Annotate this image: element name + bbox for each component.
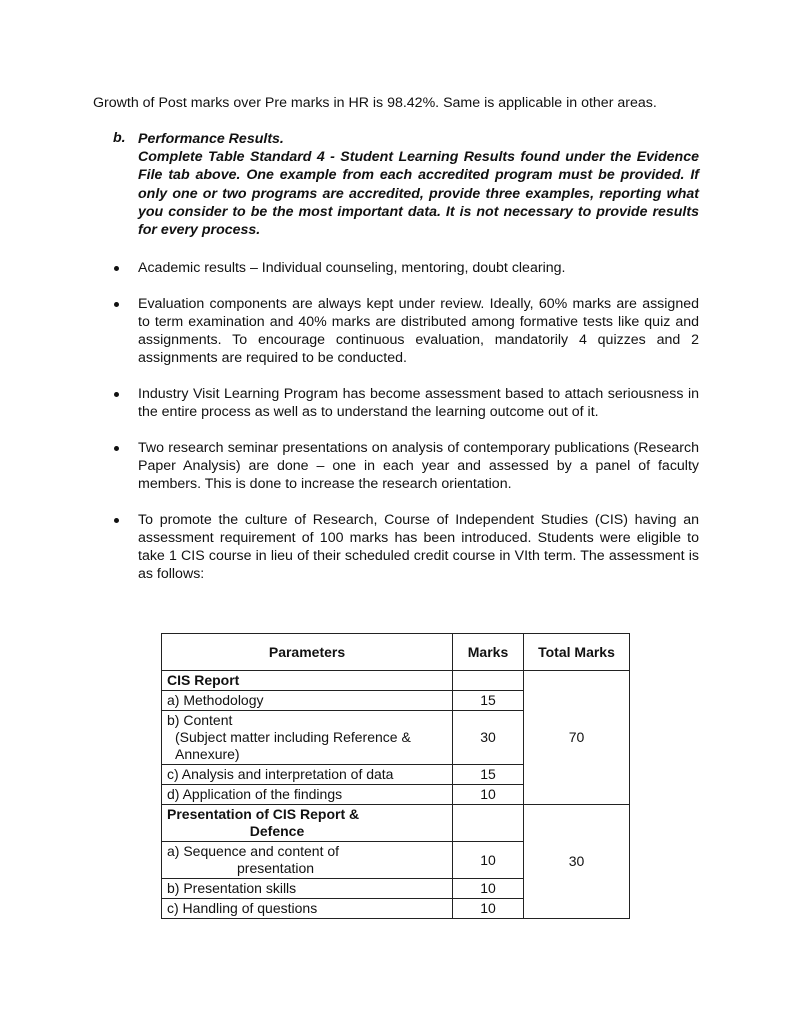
parameter-cell: b) Presentation skills	[162, 879, 453, 899]
marks-cell: 10	[453, 899, 524, 919]
bullet-list	[93, 259, 699, 583]
group-title: CIS Report	[162, 671, 453, 691]
table-group-row	[162, 671, 630, 691]
total-marks-cell: 70	[524, 671, 630, 805]
section-title: Performance Results.	[138, 131, 284, 147]
marks-cell: 30	[453, 711, 524, 765]
header-marks: Marks	[453, 634, 524, 671]
parameter-text: a) Sequence and content of	[167, 843, 340, 859]
list-item-text: To promote the culture of Research, Course of Independent Studies (CIS) having an assessment requirement of 100 marks has been introduced. Students were eligible to take 1 CIS course in lieu of their scheduled credit course in VIth term. The assessment is as follows:	[138, 512, 699, 583]
group-title-line: Defence	[249, 823, 305, 839]
section-instructions: Complete Table Standard 4 - Student Learning Results found under the Evidence File tab above. One example from each accredited program must be provided. If only one or two programs are accredited, provide three examples, reporting what you consider to be the most important data. It is not necessary to provide results for every process.	[138, 149, 699, 239]
marks-cell: 15	[453, 765, 524, 785]
group-title-line: Presentation of CIS Report &	[167, 806, 360, 822]
header-total-marks: Total Marks	[524, 634, 630, 671]
bullet-icon	[114, 266, 119, 271]
parameter-subtext: (Subject matter including Reference & Annexure)	[175, 729, 411, 762]
list-item	[93, 511, 699, 583]
bullet-icon	[114, 392, 119, 397]
total-marks-cell: 30	[524, 805, 630, 919]
parameter-cell: a) Methodology	[162, 691, 453, 711]
header-parameters: Parameters	[162, 634, 453, 671]
document-page	[93, 94, 699, 601]
marks-cell: 10	[453, 879, 524, 899]
parameter-cell: c) Handling of questions	[162, 899, 453, 919]
bullet-icon	[114, 302, 119, 307]
intro-paragraph: Growth of Post marks over Pre marks in HR is 98.42%. Same is applicable in other areas.	[93, 95, 657, 111]
parameter-cell: d) Application of the findings	[162, 785, 453, 805]
parameter-text: b) Content	[167, 712, 233, 728]
list-item	[93, 385, 699, 421]
marks-cell	[453, 671, 524, 691]
list-item-text: Two research seminar presentations on analysis of contemporary publications (Research Paper Analysis) are done – one in each year and assessed by a panel of faculty members. This is done to increase the research orientation.	[138, 440, 699, 493]
parameter-subtext: presentation	[237, 860, 315, 876]
list-item-text: Academic results – Individual counseling, mentoring, doubt clearing.	[138, 260, 566, 277]
parameter-cell	[162, 711, 453, 765]
list-item-text: Evaluation components are always kept under review. Ideally, 60% marks are assigned to term examination and 40% marks are distributed among formative tests like quiz and assignments. To encourage continuous evaluation, mandatorily 4 quizzes and 2 assignments are required to be conducted.	[138, 296, 699, 367]
cis-assessment-table	[161, 633, 630, 919]
table-group-row	[162, 805, 630, 842]
parameter-cell: c) Analysis and interpretation of data	[162, 765, 453, 785]
marks-cell: 15	[453, 691, 524, 711]
table-header-row	[162, 634, 630, 671]
list-item-text: Industry Visit Learning Program has become assessment based to attach seriousness in the entire process as well as to understand the learning outcome out of it.	[138, 386, 699, 421]
bullet-icon	[114, 446, 119, 451]
marks-cell: 10	[453, 842, 524, 879]
marks-cell	[453, 805, 524, 842]
section-performance-results	[93, 130, 699, 239]
marks-cell: 10	[453, 785, 524, 805]
list-item	[93, 295, 699, 367]
group-title	[162, 805, 453, 842]
section-label: b.	[113, 130, 126, 146]
bullet-icon	[114, 518, 119, 523]
list-item	[93, 439, 699, 493]
list-item	[93, 259, 699, 277]
parameter-cell	[162, 842, 453, 879]
